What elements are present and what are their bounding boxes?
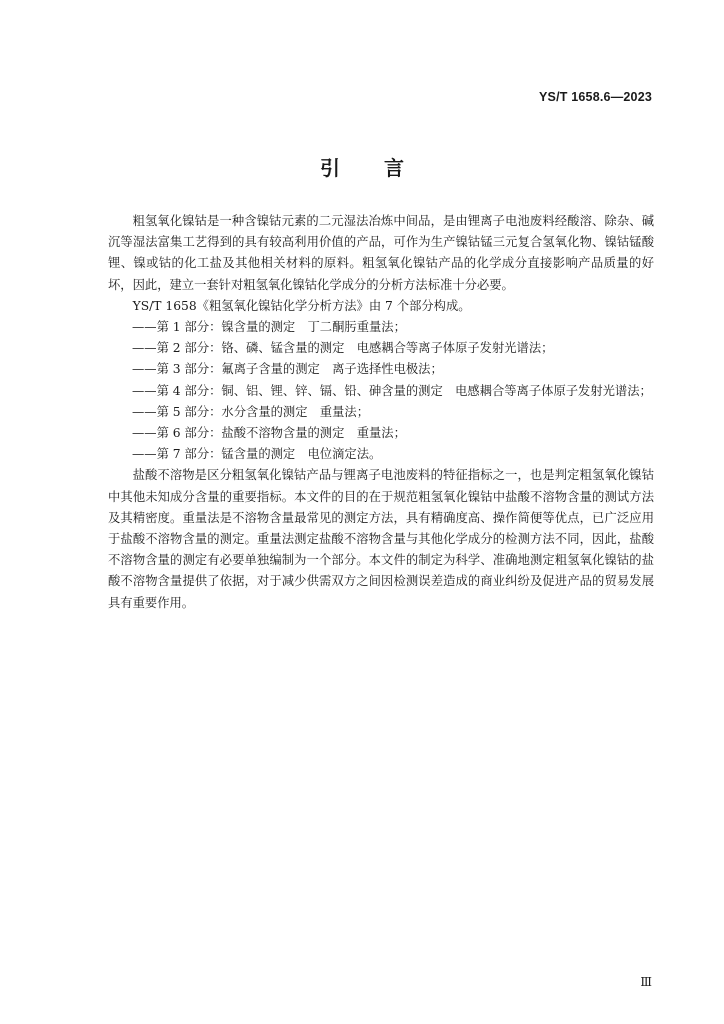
list-item-part-1: ——第 1 部分：镍含量的测定 丁二酮肟重量法；: [132, 320, 406, 335]
parts-list: [108, 317, 654, 465]
intro-paragraph-3: 盐酸不溶物是区分粗氢氧化镍钴产品与锂离子电池废料的特征指标之一，也是判定粗氢氧化镍钴中其他未知成分含量的重要指标。本文件的目的在于规范粗氢氧化镍钴中盐酸不溶物含量的测试方法及其精密度。重量法是不溶物含量最常见的测定方法，具有精确度高、操作简便等优点，已广泛应用于盐酸不溶物含量的测定。重量法测定盐酸不溶物含量与其他化学成分的检测方法不同，因此，盐酸不溶物含量的测定有必要单独编制为一个部分。本文件的制定为科学、准确地测定粗氢氧化镍钴的盐酸不溶物含量提供了依据，对于减少供需双方之间因检测误差造成的商业纠纷及促进产品的贸易发展具有重要作用。: [108, 468, 654, 610]
list-item-part-4: ——第 4 部分：铜、铝、锂、锌、镉、铅、砷含量的测定 电感耦合等离子体原子发射光谱法；: [132, 383, 652, 398]
list-item-part-7: ——第 7 部分：锰含量的测定 电位滴定法。: [132, 447, 382, 462]
document-body: [108, 211, 654, 614]
list-item-part-5: ——第 5 部分：水分含量的测定 重量法；: [132, 404, 369, 419]
section-title: 引言: [320, 156, 448, 180]
list-item-part-3: ——第 3 部分：氟离子含量的测定 离子选择性电极法；: [132, 362, 443, 377]
page-number: Ⅲ: [640, 975, 652, 989]
list-item-part-2: ——第 2 部分：铬、磷、锰含量的测定 电感耦合等离子体原子发射光谱法；: [132, 341, 554, 356]
intro-paragraph-1: 粗氢氧化镍钴是一种含镍钴元素的二元湿法冶炼中间品，是由锂离子电池废料经酸溶、除杂、碱沉等湿法富集工艺得到的具有较高利用价值的产品，可作为生产镍钴锰三元复合氢氧化物、镍钴锰酸锂、镍或钴的化工盐及其他相关材料的原料。粗氢氧化镍钴产品的化学成分直接影响产品质量的好坏，因此，建立一套针对粗氢氧化镍钴化学成分的分析方法标准十分必要。: [108, 214, 654, 292]
standard-code: YS/T 1658.6—2023: [539, 90, 652, 104]
list-item-part-6: ——第 6 部分：盐酸不溶物含量的测定 重量法；: [132, 426, 406, 441]
intro-paragraph-2: YS/T 1658《粗氢氧化镍钴化学分析方法》由 7 个部分构成。: [132, 298, 471, 313]
